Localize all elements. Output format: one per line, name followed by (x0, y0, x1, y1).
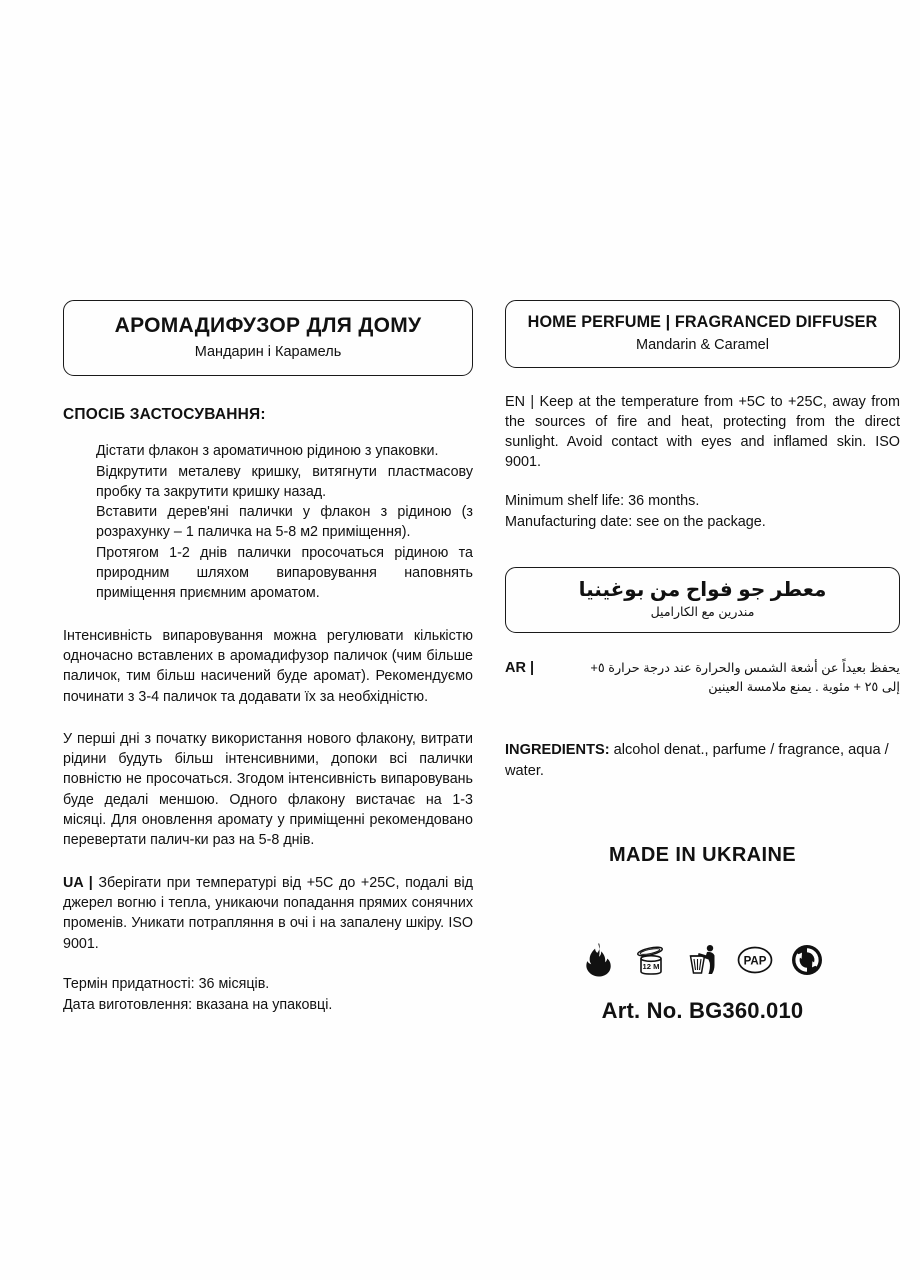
ar-product-title: معطر جو فواح من بوغينيا (578, 579, 827, 602)
en-manufacturing-date: Manufacturing date: see on the package. (505, 514, 766, 531)
ua-intensity-paragraph: Інтенсивність випаровування можна регулювати кількістю одночасно вставлених в аромадифузор паличок (чим більше паличок, тим більш насичений буде аромат). Рекомендуємо починати з 3-4 паличок та додавати їх за необхідністю. (63, 627, 473, 705)
en-lang-code: EN | (505, 393, 535, 410)
international-column (505, 300, 900, 1024)
usage-step: Дістати флакон з ароматичною рідиною з упаковки. (96, 443, 439, 460)
ua-storage-paragraph (63, 873, 473, 954)
en-storage-text: Keep at the temperature from +5C to +25C, away from the sources of fire and heat, protecting from the direct sunlight. Avoid contact with eyes and inflamed skin. ISO 9001. (505, 393, 900, 471)
ua-dates-block (63, 974, 473, 1015)
period-after-opening-icon (632, 940, 670, 980)
ua-product-subtitle: Мандарин і Карамель (194, 344, 342, 361)
en-storage-paragraph (505, 392, 900, 473)
ua-shelf-life: Термін придатності: 36 місяців. (63, 975, 270, 992)
ua-usage-heading: СПОСІБ ЗАСТОСУВАННЯ: (63, 406, 266, 424)
flammable-icon (580, 940, 618, 980)
pap-recycling-icon (736, 940, 774, 980)
usage-step: Протягом 1-2 днів палички просочаться рідиною та природним шляхом випаровування наповнять приміщення приємним ароматом. (96, 544, 473, 602)
en-product-title: HOME PERFUME | FRAGRANCED DIFFUSER (527, 313, 878, 331)
ingredients-label: INGREDIENTS: (505, 742, 610, 759)
ua-product-title: АРОМАДИФУЗОР ДЛЯ ДОМУ (114, 314, 422, 337)
ingredients-value: alcohol denat., parfume / fragrance, aqua / water. (505, 742, 889, 779)
ar-title-box (505, 567, 900, 633)
ar-storage-block (505, 658, 900, 696)
ar-storage-line-2: إلى ٢٥ + مئوية . يمنع ملامسة العينين (708, 678, 900, 694)
en-product-subtitle: Mandarin & Caramel (636, 336, 769, 353)
tidyman-icon (684, 940, 722, 980)
ua-title-box (63, 300, 473, 376)
ar-lang-code: AR | (505, 659, 535, 676)
ingredients-line (505, 740, 900, 781)
ua-lang-code: UA | (63, 874, 93, 891)
en-dates-block (505, 491, 900, 533)
compliance-symbol-row (505, 940, 900, 980)
green-dot-icon (788, 940, 826, 980)
usage-step: Відкрутити металеву кришку, витягнути пластмасову пробку та закрутити кришку назад. (96, 463, 473, 500)
ua-manufacturing-date: Дата виготовлення: вказана на упаковці. (63, 996, 333, 1013)
ar-storage-line-1: يحفظ بعيداً عن أشعة الشمس والحرارة عند درجة حرارة ٥+ (590, 659, 900, 675)
ua-first-days-paragraph: У перші дні з початку використання нового флакону, витрати рідини будуть більш інтенсивними, допоки всі палички повністю не просочаться. Згодом інтенсивність випаровувань буде дедалі меншою. Одного флакону вистачає на 1-3 місяці. Для оновлення аромату у приміщенні рекомендовано перевертати палич-ки раз на 5-8 днів. (63, 730, 473, 849)
svg-text:12 M: 12 M (642, 961, 659, 971)
ar-product-subtitle: مندرين مع الكاراميل (650, 605, 755, 620)
svg-text:PAP: PAP (743, 955, 766, 968)
ar-storage-text (544, 658, 900, 696)
made-in-text: MADE IN UKRAINE (608, 843, 797, 866)
ua-storage-text: Зберігати при температурі від +5С до +25С, подалі від джерел вогню і тепла, уникаючи попадання прямих сонячних променів. Уникати потрапляння в очі і на запалену шкіру. ISO 9001. (63, 874, 473, 952)
label-columns (0, 300, 920, 1024)
en-title-box (505, 300, 900, 368)
ua-usage-steps (63, 441, 473, 603)
article-number: Art. No. BG360.010 (601, 997, 804, 1023)
ukrainian-column (63, 300, 473, 1015)
usage-step: Вставити дерев'яні палички у флакон з рідиною (з розрахунку – 1 паличка на 5-8 м2 приміщення). (96, 504, 473, 541)
en-shelf-life: Minimum shelf life: 36 months. (505, 493, 700, 510)
